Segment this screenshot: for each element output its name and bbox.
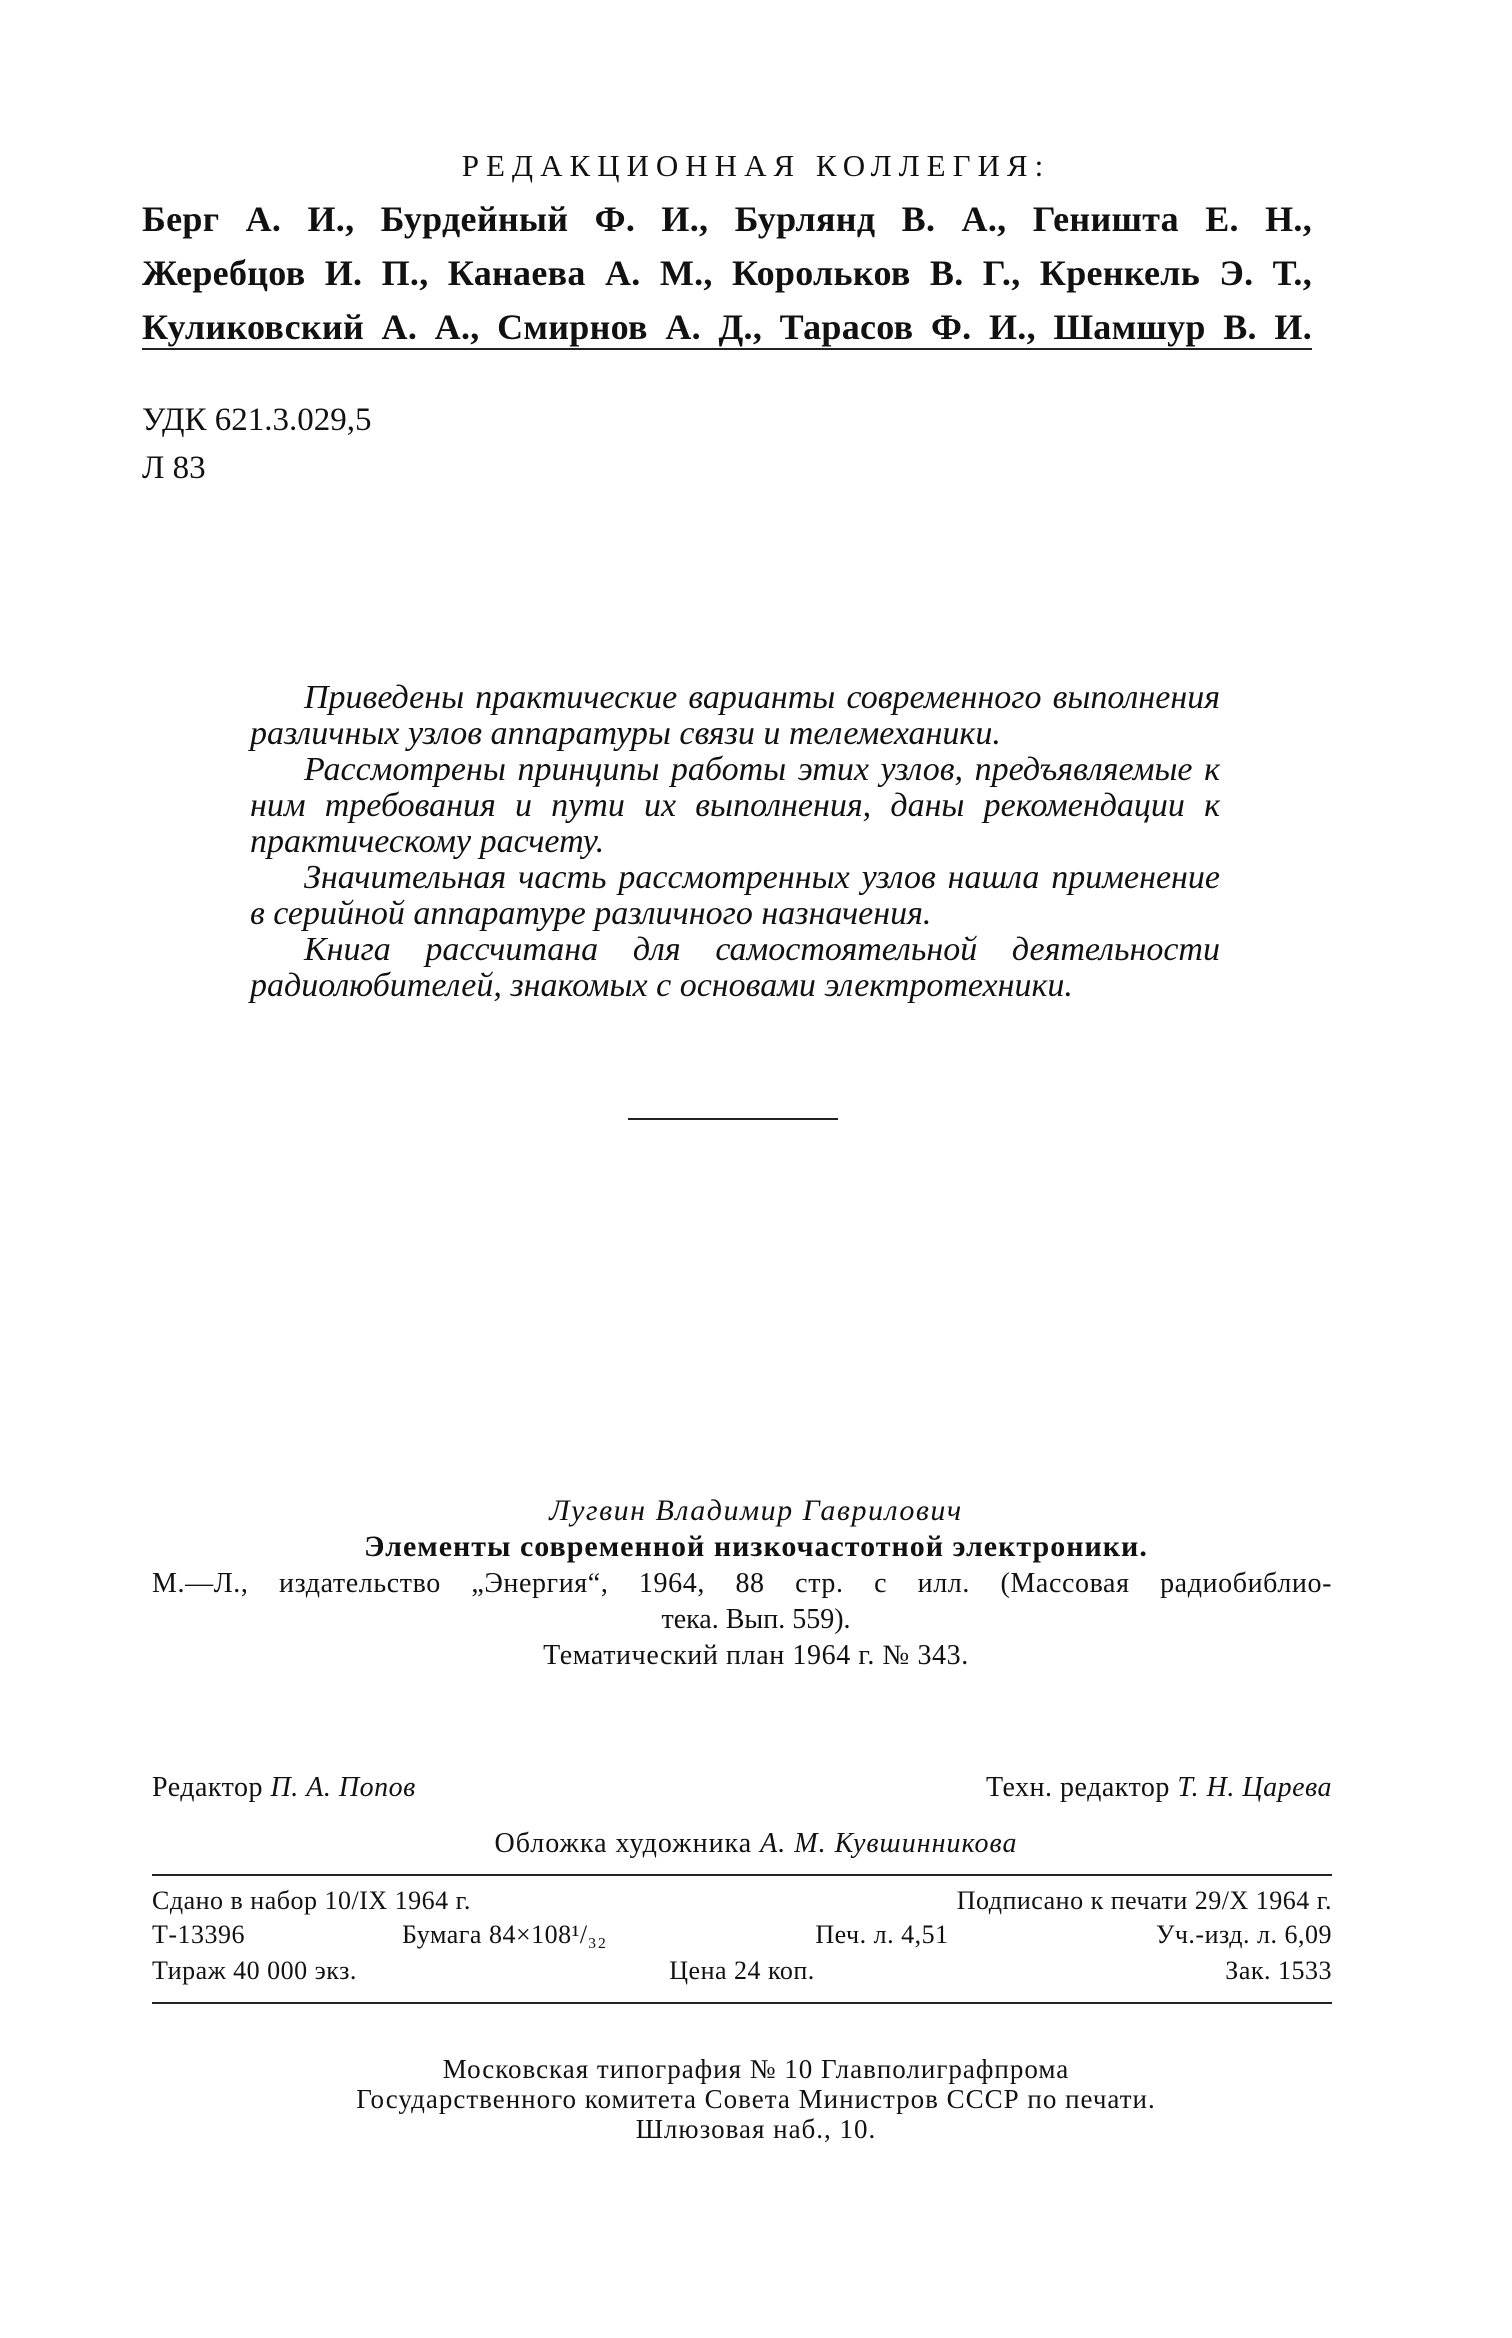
cover-label: Обложка художника [494, 1828, 753, 1859]
abstract-paragraph-4: Книга рассчитана для самостоятельной деятельности радиолюбителей, знакомых с основами электротехники. [250, 931, 1220, 1004]
editorial-board-line-1: Берг А. И., Бурдейный Ф. И., Бурлянд В. А., Геништа Е. Н., [142, 199, 1312, 239]
library-code: Л 83 [142, 450, 206, 486]
price: Цена 24 коп. [669, 1956, 815, 1985]
imprint-row-1 [152, 1886, 1332, 1916]
abstract-paragraph-3: Значительная часть рассмотренных узлов нашла применение в серийной аппаратуре различного назначения. [250, 859, 1220, 932]
book-author: Лугвин Владимир Гаврилович [549, 1494, 963, 1527]
print-run: Тираж 40 000 экз. [152, 1956, 357, 1985]
imprint-row-2 [152, 1920, 1332, 1950]
editor-credit [152, 1772, 416, 1804]
signed-date: Подписано к печати 29/X 1964 г. [956, 1886, 1332, 1915]
editorial-board-line-2: Жеребцов И. П., Канаева А. М., Корольков В. Г., Кренкель Э. Т., [142, 253, 1312, 293]
thematic-plan: Тематический план 1964 г. № 343. [543, 1640, 969, 1671]
abstract [250, 680, 1220, 1004]
publisher-sheets: Уч.-изд. л. 6,09 [1155, 1920, 1332, 1949]
paper-format: Бумага 84×108¹/₃₂ [402, 1920, 607, 1949]
udk-code: УДК 621.3.029,5 [142, 402, 372, 438]
board-divider [142, 348, 1312, 350]
printer-line-1: Московская типография № 10 Главполиграфпрома [442, 2054, 1070, 2084]
imprint-top-divider [152, 1874, 1332, 1876]
abstract-paragraph-1: Приведены практические варианты современного выполнения различных узлов аппаратуры связи и телемеханики. [250, 679, 1220, 752]
editor-label: Редактор [152, 1772, 264, 1803]
cover-name: А. М. Кувшинникова [760, 1828, 1018, 1859]
print-sheets: Печ. л. 4,51 [815, 1920, 949, 1949]
printer-line-3: Шлюзовая наб., 10. [635, 2114, 877, 2144]
order-number: Зак. 1533 [1225, 1956, 1332, 1985]
cover-credit [0, 1828, 1512, 1860]
imprint-bottom-divider [152, 2002, 1332, 2004]
submitted-date: Сдано в набор 10/IX 1964 г. [152, 1886, 471, 1915]
editors-row [152, 1772, 1332, 1804]
imprint-row-3 [152, 1956, 1332, 1986]
editor-name: П. А. Попов [270, 1772, 416, 1803]
tech-editor-label: Техн. редактор [985, 1772, 1170, 1803]
imprint-code: Т-13396 [152, 1920, 246, 1949]
editorial-board-line-3: Куликовский А. А., Смирнов А. Д., Тарасов Ф. И., Шамшур В. И. [142, 307, 1312, 347]
publisher-line-1: М.—Л., издательство „Энергия“, 1964, 88 стр. с илл. (Массовая радиобиблио- [152, 1568, 1332, 1599]
publisher-line-2: тека. Вып. 559). [661, 1604, 851, 1635]
abstract-paragraph-2: Рассмотрены принципы работы этих узлов, предъявляемые к ним требования и пути их выполнения, даны рекомендации к практическому расчету. [250, 751, 1220, 860]
section-divider [628, 1118, 838, 1120]
editorial-board-heading: РЕДАКЦИОННАЯ КОЛЛЕГИЯ: [461, 148, 1051, 183]
book-title: Элементы современной низкочастотной электроники. [364, 1530, 1148, 1563]
tech-editor-name: Т. Н. Царева [1177, 1772, 1332, 1803]
printer-line-2: Государственного комитета Совета Министров СССР по печати. [356, 2084, 1156, 2114]
tech-editor-credit [986, 1772, 1332, 1804]
